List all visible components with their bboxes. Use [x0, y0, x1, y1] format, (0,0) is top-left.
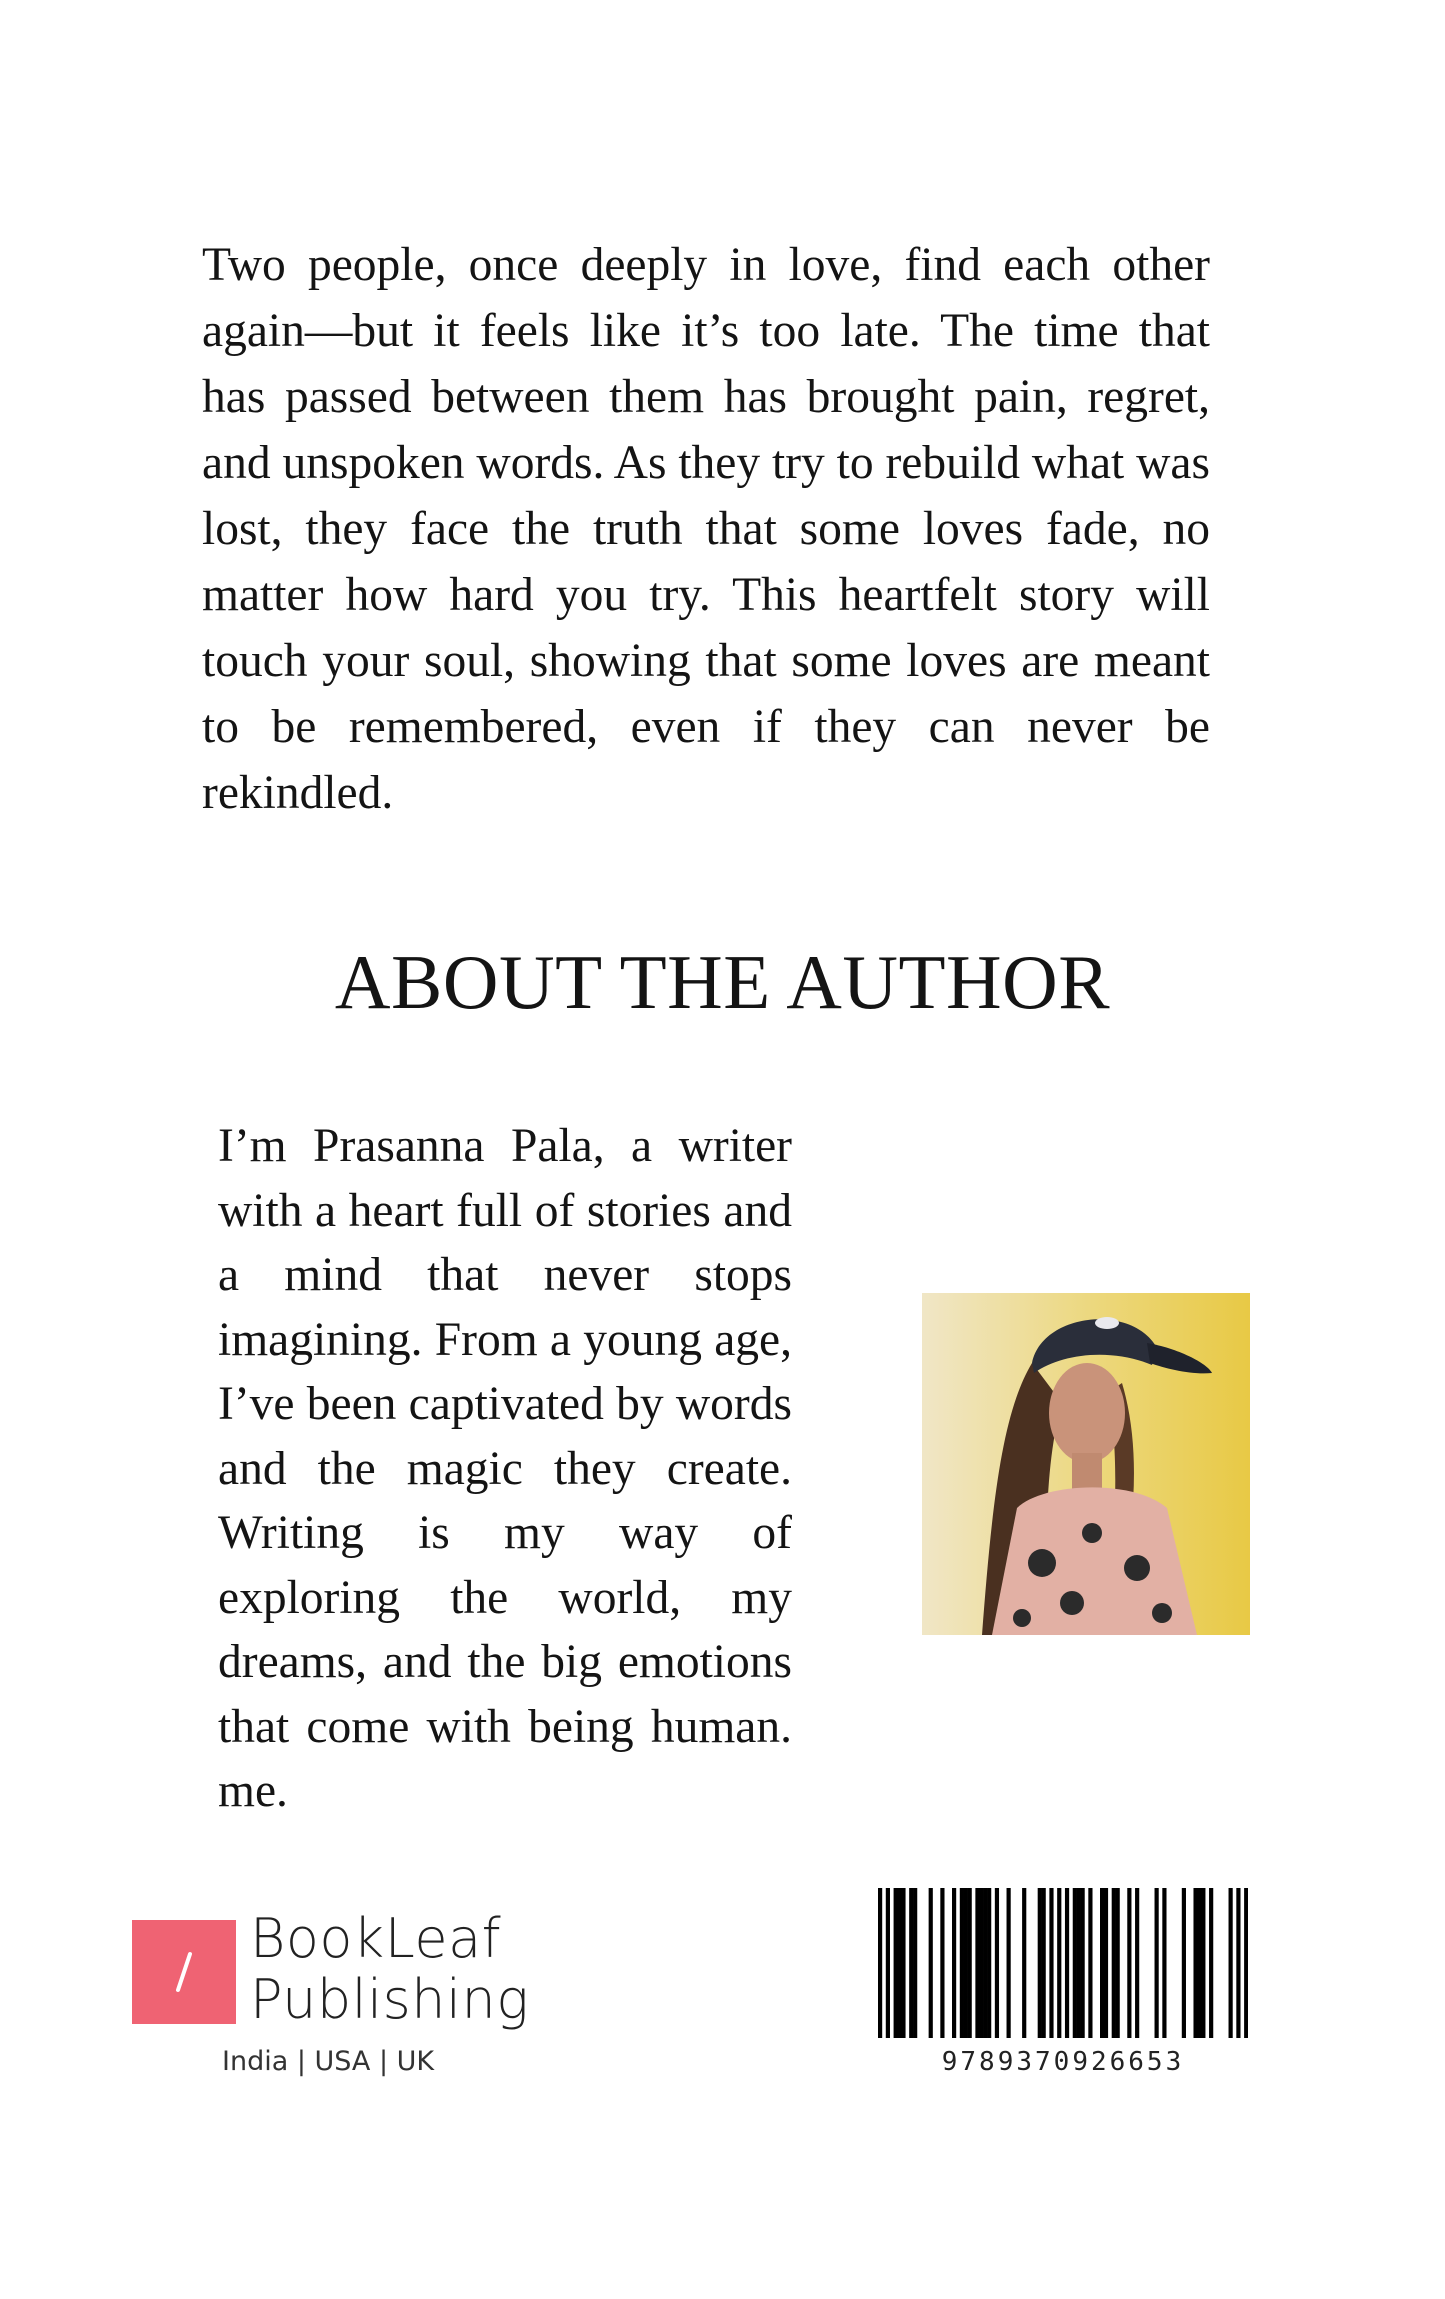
- barcode-bar: [952, 1888, 956, 2038]
- barcode-bar: [1104, 1888, 1108, 2038]
- barcode-bar: [1100, 1888, 1104, 2038]
- barcode-bar: [1022, 1888, 1026, 2038]
- publisher-name-line1: BookLeaf: [250, 1907, 502, 1970]
- barcode-bar: [913, 1888, 917, 2038]
- barcode-bar: [983, 1888, 987, 2038]
- publisher-regions: India | USA | UK: [222, 2046, 435, 2077]
- barcode-bar: [1049, 1888, 1053, 2038]
- barcode-bar: [1077, 1888, 1081, 2038]
- barcode-bar: [1007, 1888, 1011, 2038]
- author-bio: I’m Prasanna Pala, a writer with a heart full of stories and a mind that never stops imagining. From a young age, I’ve been captivated by words and the magic they create. Writing is my way of exploring the world, my dreams, and the big emotions that come with being human. me.: [218, 1120, 792, 1817]
- book-blurb: Two people, once deeply in love, find each other again—but it feels like it’s too late. The time that has passed between them has brought pain, regret, and unspoken words. As they try to rebuild what was lost, they face the truth that some loves fade, no matter how hard you try. This heartfelt story will touch your soul, showing that some loves are meant to be remembered, even if they can never be rekindled.: [202, 239, 1210, 819]
- barcode-bar: [909, 1888, 913, 2038]
- barcode-bar: [1065, 1888, 1069, 2038]
- barcode-bar: [1197, 1888, 1201, 2038]
- barcode-bar: [1155, 1888, 1159, 2038]
- barcode-bar: [1229, 1888, 1233, 2038]
- barcode-bar: [1209, 1888, 1213, 2038]
- barcode-bar: [894, 1888, 898, 2038]
- barcode-bar: [897, 1888, 901, 2038]
- barcode-bar: [975, 1888, 979, 2038]
- barcode-bar: [1112, 1888, 1116, 2038]
- barcode-bar: [1182, 1888, 1186, 2038]
- publisher-name: [250, 1908, 529, 2030]
- barcode-bar: [1236, 1888, 1240, 2038]
- about-author-heading: ABOUT THE AUTHOR: [334, 939, 1111, 1025]
- barcode-bar: [987, 1888, 991, 2038]
- isbn-barcode: [878, 1888, 1248, 2038]
- barcode-bar: [995, 1888, 999, 2038]
- barcode-bar: [960, 1888, 964, 2038]
- isbn-number: 9789370926653: [941, 2047, 1185, 2077]
- author-photo: [922, 1293, 1250, 1635]
- barcode-bar: [901, 1888, 905, 2038]
- barcode-bar: [979, 1888, 983, 2038]
- barcode-bar: [968, 1888, 972, 2038]
- publisher-logo: [132, 1920, 236, 2024]
- barcode-bar: [1193, 1888, 1197, 2038]
- barcode-bar: [886, 1888, 890, 2038]
- barcode-bar: [964, 1888, 968, 2038]
- barcode-bar: [1135, 1888, 1139, 2038]
- barcode-bar: [1088, 1888, 1092, 2038]
- barcode-bar: [1081, 1888, 1085, 2038]
- barcode-bar: [1038, 1888, 1042, 2038]
- publisher-name-line2: Publishing: [250, 1968, 530, 2031]
- barcode-bar: [1073, 1888, 1077, 2038]
- barcode-bar: [1201, 1888, 1205, 2038]
- barcode-bar: [1042, 1888, 1046, 2038]
- barcode-bar: [1127, 1888, 1131, 2038]
- barcode-bar: [940, 1888, 944, 2038]
- barcode-bar: [929, 1888, 933, 2038]
- barcode-bar: [1057, 1888, 1061, 2038]
- barcode-bar: [1162, 1888, 1166, 2038]
- barcode-bar: [878, 1888, 882, 2038]
- barcode-bar: [1244, 1888, 1248, 2038]
- barcode-bar: [1116, 1888, 1120, 2038]
